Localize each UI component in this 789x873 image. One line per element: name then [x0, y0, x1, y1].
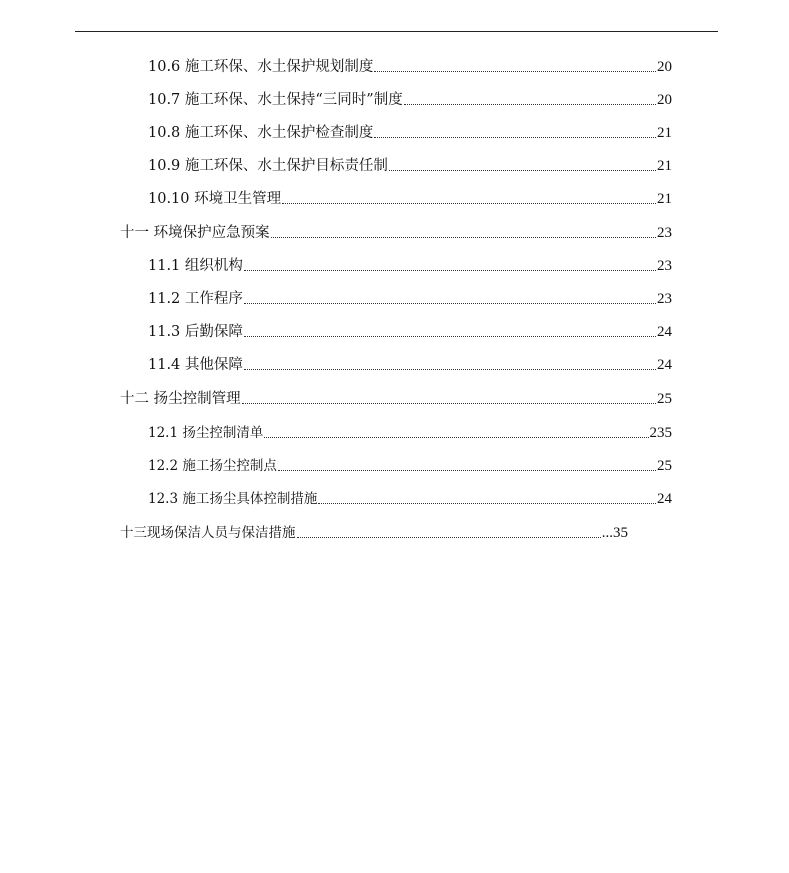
- dot-leader: [264, 437, 648, 438]
- toc-entry-chapter-11[interactable]: [120, 218, 672, 242]
- toc-entry-page: 24: [657, 491, 672, 507]
- toc-entry-page: 23: [657, 225, 672, 241]
- toc-entry-page: 23: [657, 258, 672, 274]
- dot-leader: [271, 237, 656, 238]
- toc-entry-page: 21: [657, 158, 672, 174]
- toc-entry-11-3[interactable]: [148, 317, 672, 341]
- toc-entry-10-7[interactable]: [148, 85, 672, 109]
- toc-entry-title: 12.3 施工扬尘具体控制措施: [148, 491, 318, 507]
- toc-entry-12-2[interactable]: [148, 451, 672, 475]
- toc-entry-10-10[interactable]: [148, 184, 672, 208]
- toc-entry-page: 25: [657, 391, 672, 407]
- header-rule: [75, 31, 718, 32]
- toc-entry-page: 21: [657, 191, 672, 207]
- toc-entry-title: 11.2 工作程序: [148, 291, 243, 307]
- toc-entry-page: 20: [657, 92, 672, 108]
- toc-entry-12-1[interactable]: [148, 418, 672, 442]
- dot-leader: [404, 104, 656, 105]
- toc-entry-page: 21: [657, 125, 672, 141]
- toc-entry-page: 24: [657, 324, 672, 340]
- toc-entry-page: 25: [657, 458, 672, 474]
- dot-leader: [244, 336, 656, 337]
- dot-leader: [244, 270, 656, 271]
- dot-leader: [374, 137, 656, 138]
- toc-entry-title: 11.3 后勤保障: [148, 324, 243, 340]
- toc-entry-title: 10.9 施工环保、水土保护目标责任制: [148, 158, 388, 174]
- toc-entry-10-8[interactable]: [148, 118, 672, 142]
- toc-entry-12-3[interactable]: [148, 484, 672, 508]
- toc-entry-title: 10.6 施工环保、水土保护规划制度: [148, 59, 374, 75]
- toc-entry-title: 11.1 组织机构: [148, 258, 243, 274]
- dot-leader: [297, 537, 601, 538]
- toc-entry-page: 23: [657, 291, 672, 307]
- toc-entry-10-9[interactable]: [148, 151, 672, 175]
- dot-leader: [244, 369, 656, 370]
- dot-leader: [242, 403, 656, 404]
- dot-leader: [374, 71, 656, 72]
- dot-leader: [278, 470, 656, 471]
- toc-entry-11-4[interactable]: [148, 350, 672, 374]
- toc-entry-title: 十二 扬尘控制管理: [120, 391, 241, 407]
- toc-entry-title: 12.2 施工扬尘控制点: [148, 458, 277, 474]
- toc-entry-11-2[interactable]: [148, 284, 672, 308]
- toc-entry-title: 11.4 其他保障: [148, 357, 243, 373]
- toc-entry-page: 20: [657, 59, 672, 75]
- dot-leader: [282, 203, 656, 204]
- toc-entry-title: 10.7 施工环保、水土保持“三同时”制度: [148, 92, 403, 108]
- toc-entry-page: ...35: [601, 525, 628, 541]
- toc-entry-chapter-13[interactable]: [120, 518, 628, 542]
- toc-entry-page: 235: [649, 425, 672, 441]
- toc-entry-title: 十三现场保洁人员与保洁措施: [120, 525, 296, 541]
- dot-leader: [244, 303, 656, 304]
- dot-leader: [389, 170, 656, 171]
- toc-entry-11-1[interactable]: [148, 251, 672, 275]
- toc-entry-chapter-12[interactable]: [120, 384, 672, 408]
- toc-entry-title: 十一 环境保护应急预案: [120, 225, 270, 241]
- toc-entry-title: 12.1 扬尘控制清单: [148, 425, 264, 441]
- toc-entry-10-6[interactable]: [148, 52, 672, 76]
- toc-entry-title: 10.10 环境卫生管理: [148, 191, 282, 207]
- toc-entry-page: 24: [657, 357, 672, 373]
- toc-entry-title: 10.8 施工环保、水土保护检查制度: [148, 125, 374, 141]
- dot-leader: [318, 503, 656, 504]
